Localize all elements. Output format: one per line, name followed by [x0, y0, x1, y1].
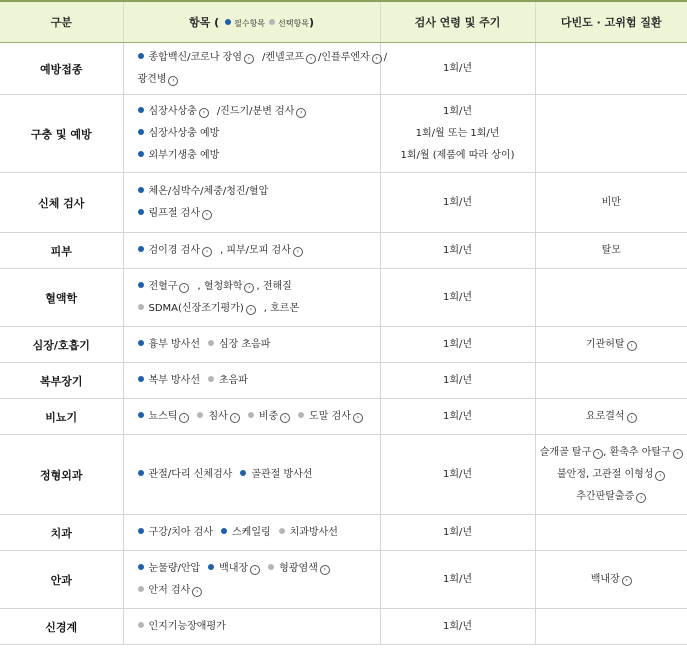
circled-arrow-icon[interactable]: › — [320, 565, 330, 575]
circled-arrow-icon[interactable]: › — [250, 565, 260, 575]
disease-line — [540, 569, 684, 591]
disease-line: 슬개골 탈구 › , 환축추 아탈구 › — [540, 442, 684, 464]
age-cycle-cell — [380, 551, 535, 609]
age-cycle-text: 1회/월 또는 1회/년 — [415, 127, 500, 139]
circled-arrow-icon[interactable]: › — [179, 413, 189, 423]
age-cycle-text: 1회/년 — [442, 526, 473, 538]
circled-arrow-icon[interactable]: › — [246, 305, 256, 315]
required-dot-icon — [138, 209, 144, 215]
required-dot-icon — [138, 53, 144, 59]
item-label: 림프절 검사 — [148, 207, 200, 219]
table-row — [0, 269, 687, 327]
item-label: 백내장 — [219, 562, 249, 574]
disease-label[interactable]: 백내장 — [590, 573, 620, 585]
required-dot-icon — [138, 246, 144, 252]
header-category: 구분 — [0, 1, 123, 43]
check-item[interactable] — [217, 106, 307, 117]
required-dot-icon — [138, 528, 144, 534]
items-cell — [123, 327, 380, 363]
check-item[interactable] — [138, 411, 190, 422]
item-label: 관절/다리 신체검사 — [148, 468, 233, 480]
circled-arrow-icon[interactable]: › — [280, 413, 290, 423]
item-label: 종합백신/코로나 장염 — [148, 51, 242, 63]
table-row — [0, 173, 687, 233]
item-label: 복부 방사선 — [148, 374, 200, 386]
item-label: 비중 — [258, 410, 279, 422]
item-line — [138, 145, 368, 167]
disease-label[interactable]: 요로결석 — [585, 410, 625, 422]
item-line — [138, 464, 368, 486]
item-line — [138, 123, 368, 145]
check-item[interactable] — [220, 245, 303, 256]
item-label: 검이경 검사 — [148, 244, 200, 256]
disease-label: 비만 — [601, 196, 621, 208]
item-line — [138, 616, 368, 638]
check-item — [221, 527, 271, 538]
optional-dot-icon — [268, 564, 274, 570]
required-dot-icon — [225, 19, 231, 25]
header-diseases: 다빈도 · 고위험 질환 — [535, 1, 687, 43]
table-header-row — [0, 1, 687, 43]
circled-arrow-icon[interactable]: › — [179, 283, 189, 293]
check-item — [138, 150, 220, 161]
check-item[interactable] — [138, 208, 212, 219]
circled-arrow-icon[interactable]: › — [168, 76, 178, 86]
check-item[interactable] — [262, 52, 316, 63]
circled-arrow-icon[interactable]: › — [244, 283, 254, 293]
items-cell — [123, 233, 380, 269]
item-line — [138, 101, 368, 123]
items-cell — [123, 515, 380, 551]
required-dot-icon — [138, 282, 144, 288]
item-label: / — [383, 51, 388, 63]
age-cycle-cell — [380, 435, 535, 515]
header-items — [123, 1, 380, 43]
circled-arrow-icon[interactable]: › — [202, 210, 212, 220]
item-label: /진드기/분변 검사 — [216, 105, 295, 117]
item-label: 도말 검사 — [309, 410, 351, 422]
age-cycle-text: 1회/년 — [442, 410, 473, 422]
disease-cell — [535, 43, 687, 95]
item-label: 전혈구 — [148, 280, 178, 292]
check-item — [384, 52, 387, 63]
item-label: , 호르몬 — [263, 302, 300, 314]
age-cycle-text: 1회/년 — [442, 338, 473, 350]
item-line — [138, 558, 368, 580]
age-cycle-text: 1회/년 — [442, 244, 473, 256]
check-item — [138, 128, 220, 139]
optional-dot-icon — [269, 19, 275, 25]
optional-dot-icon — [138, 622, 144, 628]
check-item[interactable] — [318, 52, 382, 63]
check-item — [138, 186, 269, 197]
disease-line — [540, 486, 684, 508]
table-row — [0, 435, 687, 515]
disease-cell — [535, 363, 687, 399]
required-dot-icon — [138, 151, 144, 157]
disease-label[interactable]: 슬개골 탈구 — [539, 446, 592, 458]
check-item — [279, 527, 338, 538]
age-cycle-text: 1회/년 — [442, 573, 473, 585]
required-dot-icon — [138, 340, 144, 346]
item-line — [138, 203, 368, 225]
items-cell — [123, 269, 380, 327]
category-cell: 신체 검사 — [0, 173, 123, 233]
required-dot-icon — [208, 564, 214, 570]
table-body — [0, 43, 687, 645]
age-cycle-cell — [380, 515, 535, 551]
item-label: 심장 초음파 — [218, 338, 271, 350]
table-row — [0, 609, 687, 645]
check-item[interactable] — [138, 281, 190, 292]
disease-cell — [535, 327, 687, 363]
items-cell — [123, 43, 388, 95]
check-item[interactable] — [248, 411, 290, 422]
items-cell — [123, 95, 380, 173]
disease-cell — [535, 269, 687, 327]
disease-line — [540, 464, 684, 486]
age-cycle-cell — [380, 269, 535, 327]
item-label: 뇨스틱 — [148, 410, 178, 422]
table-row — [0, 363, 687, 399]
circled-arrow-icon[interactable]: › — [199, 108, 209, 118]
check-item — [256, 281, 291, 292]
check-item[interactable] — [197, 281, 254, 292]
age-cycle-text: 1회/월 (제품에 따라 상이) — [400, 149, 515, 161]
item-label: 안저 검사 — [148, 584, 191, 596]
item-line — [138, 522, 368, 544]
disease-cell — [535, 399, 687, 435]
items-cell — [123, 363, 380, 399]
circled-arrow-icon[interactable]: › — [353, 413, 363, 423]
item-line — [138, 240, 368, 262]
circled-arrow-icon[interactable]: › — [244, 54, 254, 64]
check-item[interactable] — [138, 52, 255, 63]
disease-cell — [535, 435, 687, 515]
optional-dot-icon — [197, 412, 203, 418]
item-label: /인플루엔자 — [318, 51, 370, 63]
circled-arrow-icon[interactable]: › — [230, 413, 240, 423]
required-dot-icon — [240, 470, 246, 476]
check-item — [240, 469, 312, 480]
circled-arrow-icon[interactable]: › — [372, 54, 382, 64]
item-label: SDMA(신장조기평가) — [148, 302, 244, 314]
disease-cell — [535, 173, 687, 233]
header-items-prefix: 항목 ( — [189, 16, 220, 29]
item-label: 초음파 — [218, 374, 248, 386]
items-cell — [123, 609, 380, 645]
item-label: 광견병 — [137, 73, 167, 85]
optional-dot-icon — [138, 586, 144, 592]
item-line — [138, 69, 368, 91]
disease-label: 탈모 — [601, 244, 621, 256]
table-row — [0, 327, 687, 363]
age-cycle-cell — [380, 43, 535, 95]
table-row — [0, 43, 687, 95]
check-item — [138, 375, 200, 386]
check-item[interactable] — [208, 563, 260, 574]
circled-arrow-icon[interactable]: › — [673, 449, 683, 459]
check-item — [138, 469, 233, 480]
legend — [221, 19, 309, 28]
age-cycle-text: 1회/년 — [442, 291, 473, 303]
age-cycle-cell — [380, 233, 535, 269]
item-label: , 피부/모피 검사 — [219, 244, 291, 256]
optional-dot-icon — [298, 412, 304, 418]
disease-cell — [535, 551, 687, 609]
check-item[interactable] — [268, 563, 330, 574]
check-item — [138, 527, 214, 538]
optional-dot-icon — [208, 340, 214, 346]
circled-arrow-icon[interactable]: › — [655, 471, 665, 481]
header-items-suffix: ) — [308, 16, 314, 29]
required-dot-icon — [138, 187, 144, 193]
disease-label[interactable]: 환축추 아탈구 — [609, 446, 671, 458]
table-row — [0, 551, 687, 609]
item-line — [138, 276, 368, 298]
category-cell: 비뇨기 — [0, 399, 123, 435]
item-label: 구강/치아 검사 — [148, 526, 214, 538]
disease-cell — [535, 233, 687, 269]
disease-label[interactable]: 불안정, 고관절 이형성 — [557, 468, 654, 480]
item-label: 체온/심박수/체중/청진/혈압 — [148, 185, 269, 197]
items-cell — [123, 399, 380, 435]
item-line — [138, 580, 368, 602]
check-item — [264, 303, 299, 314]
header-age-cycle: 검사 연령 및 주기 — [380, 1, 535, 43]
check-item[interactable] — [138, 74, 179, 85]
circled-arrow-icon[interactable]: › — [593, 449, 603, 459]
circled-arrow-icon[interactable]: › — [202, 247, 212, 257]
item-label: 흉부 방사선 — [148, 338, 200, 350]
required-dot-icon — [138, 470, 144, 476]
age-cycle-cell — [380, 609, 535, 645]
items-cell — [123, 551, 380, 609]
legend-required-label: 필수항목 — [234, 19, 266, 28]
circled-arrow-icon[interactable]: › — [192, 587, 202, 597]
item-label: 치과방사선 — [289, 526, 338, 538]
item-label: 눈물량/안압 — [148, 562, 201, 574]
required-dot-icon — [138, 376, 144, 382]
check-item — [138, 339, 200, 350]
age-cycle-text: 1회/년 — [442, 374, 473, 386]
circled-arrow-icon[interactable]: › — [622, 576, 632, 586]
table-row — [0, 399, 687, 435]
category-cell: 치과 — [0, 515, 123, 551]
item-label: 인지기능장애평가 — [148, 620, 226, 632]
circled-arrow-icon[interactable]: › — [627, 413, 637, 423]
required-dot-icon — [138, 564, 144, 570]
age-cycle-cell — [380, 363, 535, 399]
category-cell: 정형외과 — [0, 435, 123, 515]
category-cell: 피부 — [0, 233, 123, 269]
category-cell: 안과 — [0, 551, 123, 609]
optional-dot-icon — [248, 412, 254, 418]
category-cell: 혈액학 — [0, 269, 123, 327]
item-label: 심장사상충 예방 — [148, 127, 220, 139]
table-row — [0, 515, 687, 551]
item-label: 침사 — [208, 410, 228, 422]
circled-arrow-icon[interactable]: › — [293, 247, 303, 257]
age-cycle-text: 1회/년 — [442, 105, 473, 117]
disease-label[interactable]: 기관허탈 — [585, 338, 625, 350]
item-label: 형광염색 — [279, 562, 318, 574]
item-line — [138, 47, 388, 69]
check-item — [138, 621, 226, 632]
circled-arrow-icon[interactable]: › — [636, 493, 646, 503]
disease-line — [540, 240, 684, 262]
circled-arrow-icon[interactable]: › — [296, 108, 306, 118]
disease-line — [540, 192, 684, 214]
age-cycle-cell — [380, 173, 535, 233]
check-item[interactable] — [298, 411, 363, 422]
age-cycle-text: 1회/년 — [442, 196, 473, 208]
check-item — [208, 375, 248, 386]
optional-dot-icon — [279, 528, 285, 534]
item-line — [138, 334, 368, 356]
check-item[interactable] — [138, 245, 212, 256]
check-item[interactable] — [138, 106, 209, 117]
item-label: /켄넬코프 — [262, 51, 305, 63]
age-cycle-cell — [380, 399, 535, 435]
age-cycle-text: 1회/년 — [442, 62, 473, 74]
disease-cell — [535, 95, 687, 173]
item-line — [138, 181, 368, 203]
circled-arrow-icon[interactable]: › — [306, 54, 316, 64]
category-cell: 구충 및 예방 — [0, 95, 123, 173]
items-cell — [123, 435, 380, 515]
category-cell: 예방접종 — [0, 43, 123, 95]
required-dot-icon — [138, 129, 144, 135]
check-item — [208, 339, 270, 350]
check-item — [138, 563, 201, 574]
item-label: 스케일링 — [232, 526, 271, 538]
item-line — [138, 370, 368, 392]
item-label: 외부기생충 예방 — [148, 149, 220, 161]
category-cell: 복부장기 — [0, 363, 123, 399]
age-cycle-text: 1회/년 — [442, 468, 473, 480]
check-item[interactable] — [138, 585, 203, 596]
age-cycle-cell — [380, 327, 535, 363]
age-cycle-text: 1회/년 — [442, 620, 473, 632]
required-dot-icon — [221, 528, 227, 534]
optional-dot-icon — [138, 304, 144, 310]
table-row — [0, 95, 687, 173]
optional-dot-icon — [208, 376, 214, 382]
table-row — [0, 233, 687, 269]
circled-arrow-icon[interactable]: › — [627, 341, 637, 351]
disease-line — [540, 406, 684, 428]
item-line — [138, 406, 368, 428]
item-label: , 혈청화학 — [197, 280, 243, 292]
item-label: 골관절 방사선 — [251, 468, 313, 480]
disease-label[interactable]: 추간판탈출증 — [576, 490, 635, 502]
disease-cell — [535, 515, 687, 551]
check-item[interactable] — [197, 411, 239, 422]
disease-line — [540, 334, 684, 356]
item-label: 심장사상충 — [148, 105, 197, 117]
required-dot-icon — [138, 412, 144, 418]
check-item[interactable] — [138, 303, 256, 314]
legend-optional-label: 선택항목 — [278, 19, 309, 28]
item-line — [138, 298, 368, 320]
items-cell — [123, 173, 380, 233]
age-cycle-cell — [380, 95, 535, 173]
category-cell: 신경계 — [0, 609, 123, 645]
category-cell: 심장/호흡기 — [0, 327, 123, 363]
item-label: , 전해질 — [256, 280, 292, 292]
required-dot-icon — [138, 107, 144, 113]
disease-cell — [535, 609, 687, 645]
